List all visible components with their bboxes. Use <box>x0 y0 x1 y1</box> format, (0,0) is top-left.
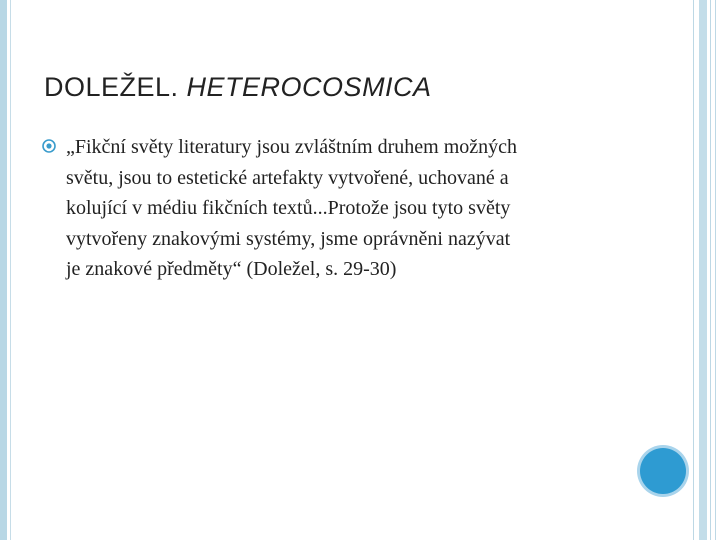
frame-right-line <box>710 0 711 540</box>
slide-title-italic: HETEROCOSMICA <box>186 72 432 102</box>
frame-right-line <box>715 0 716 540</box>
circle-dot-icon <box>42 139 56 153</box>
frame-right-line <box>693 0 694 540</box>
slide-title <box>44 72 432 103</box>
decorative-circle <box>640 448 686 494</box>
frame-left-line <box>10 0 11 540</box>
bullet-text: „Fikční světy literatury jsou zvláštním druhem možných světu, jsou to estetické artefakty vytvořené, uchované a kolující v médiu fikčních textů...Protože jsou tyto světy vytvořeny znakovými systémy, jsme oprávněni nazývat je znakové předměty“ (Doležel, s. 29-30) <box>66 136 518 280</box>
slide-title-main: DOLEŽEL. <box>44 72 187 102</box>
frame-right-bar <box>699 0 707 540</box>
frame-left-bar <box>0 0 7 540</box>
